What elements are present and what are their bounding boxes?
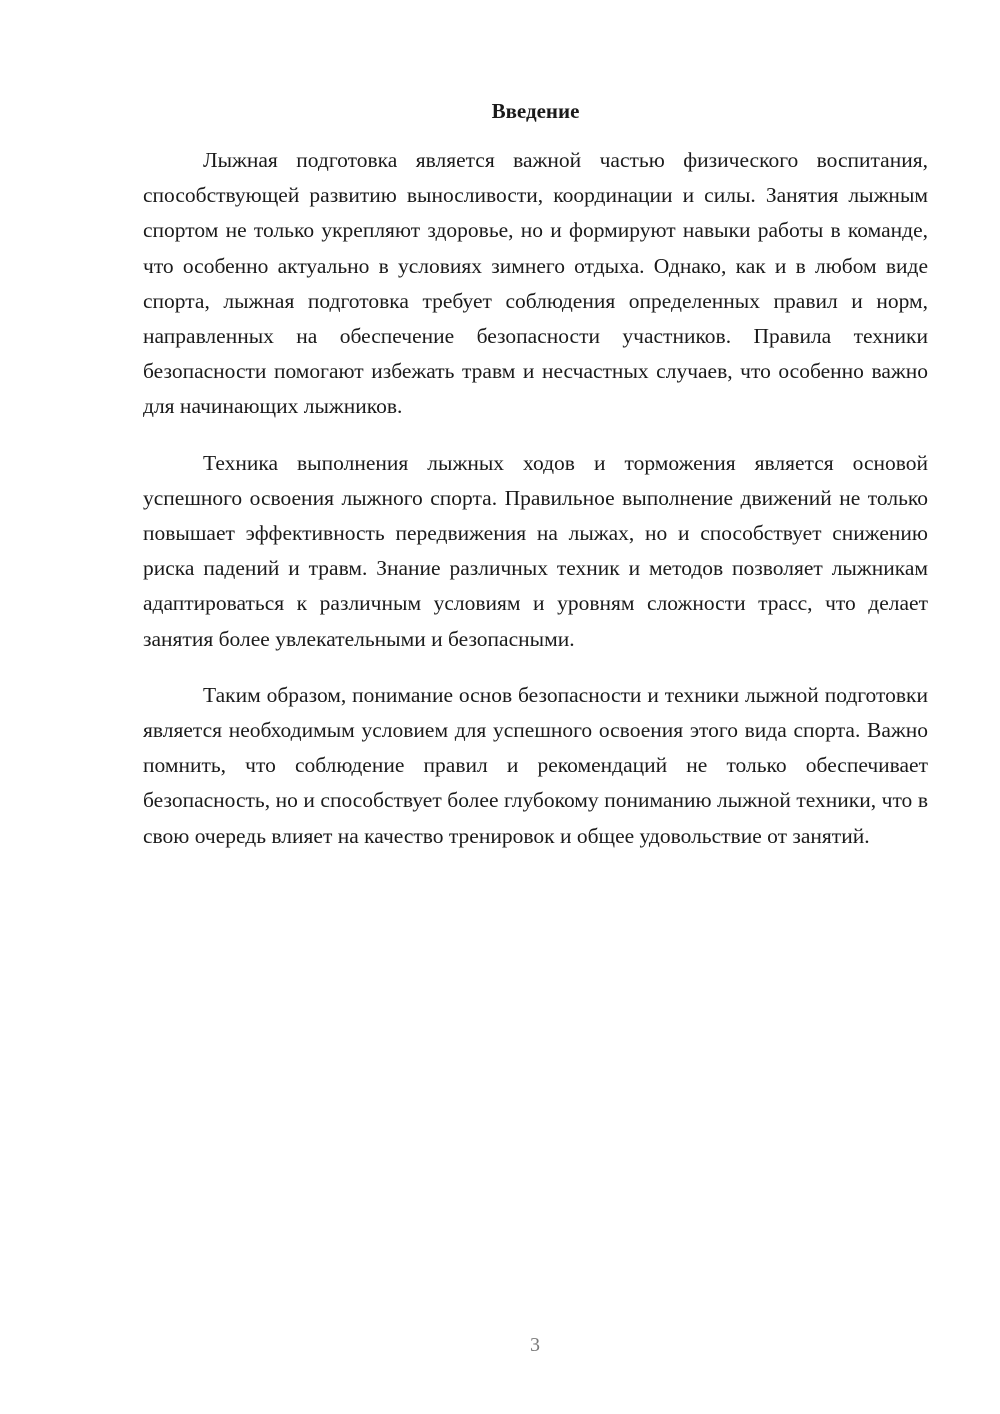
paragraph-1: Лыжная подготовка является важной частью физического воспитания, способствующей развитию выносливости, координации и силы. Занятия лыжным спортом не только укрепляют здоровье, но и формируют навыки работы в команде, что особенно актуально в условиях зимнего отдыха. Однако, как и в любом виде спорта, лыжная подготовка требует соблюдения определенных правил и норм, направленных на обеспечение безопасности участников. Правила техники безопасности помогают избежать травм и несчастных случаев, что особенно важно для начинающих лыжников. xyxy=(143,148,928,419)
body-text xyxy=(143,143,928,875)
page-number: 3 xyxy=(530,1334,540,1356)
paragraph-2: Техника выполнения лыжных ходов и торможения является основой успешного освоения лыжного спорта. Правильное выполнение движений не только повышает эффективность передвижения на лыжах, но и способствует снижению риска падений и травм. Знание различных техник и методов позволяет лыжникам адаптироваться к различным условиям и уровням сложности трасс, что делает занятия более увлекательными и безопасными. xyxy=(143,450,928,651)
paragraph-3: Таким образом, понимание основ безопасности и техники лыжной подготовки является необходимым условием для успешного освоения этого вида спорта. Важно помнить, что соблюдение правил и рекомендаций не только обеспечивает безопасность, но и способствует более глубокому пониманию лыжной техники, что в свою очередь влияет на качество тренировок и общее удовольствие от занятий. xyxy=(143,682,928,848)
page-title: Введение xyxy=(491,99,580,123)
